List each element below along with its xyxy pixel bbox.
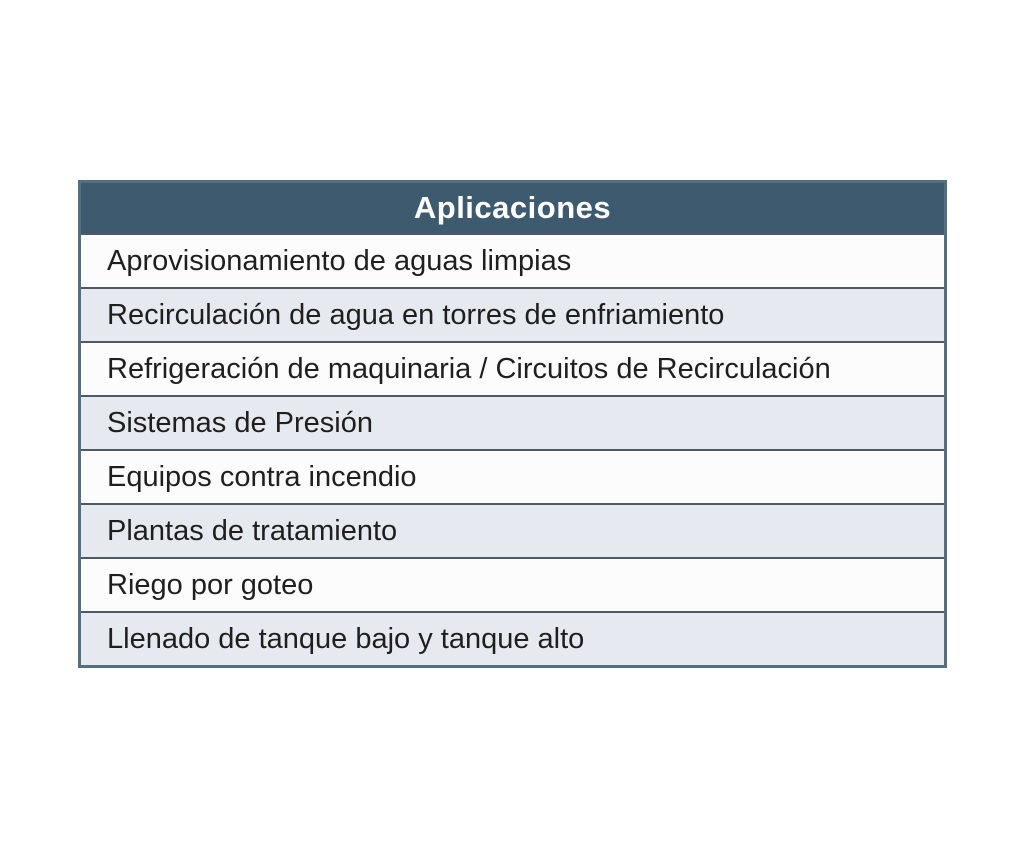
applications-table [78,180,947,668]
table-row: Llenado de tanque bajo y tanque alto [81,611,944,665]
table-row: Sistemas de Presión [81,395,944,449]
table-header-title: Aplicaciones [81,183,944,233]
table-row: Refrigeración de maquinaria / Circuitos de Recirculación [81,341,944,395]
table-row: Riego por goteo [81,557,944,611]
table-row: Recirculación de agua en torres de enfriamiento [81,287,944,341]
table-row: Aprovisionamiento de aguas limpias [81,233,944,287]
table-row: Equipos contra incendio [81,449,944,503]
table-row: Plantas de tratamiento [81,503,944,557]
